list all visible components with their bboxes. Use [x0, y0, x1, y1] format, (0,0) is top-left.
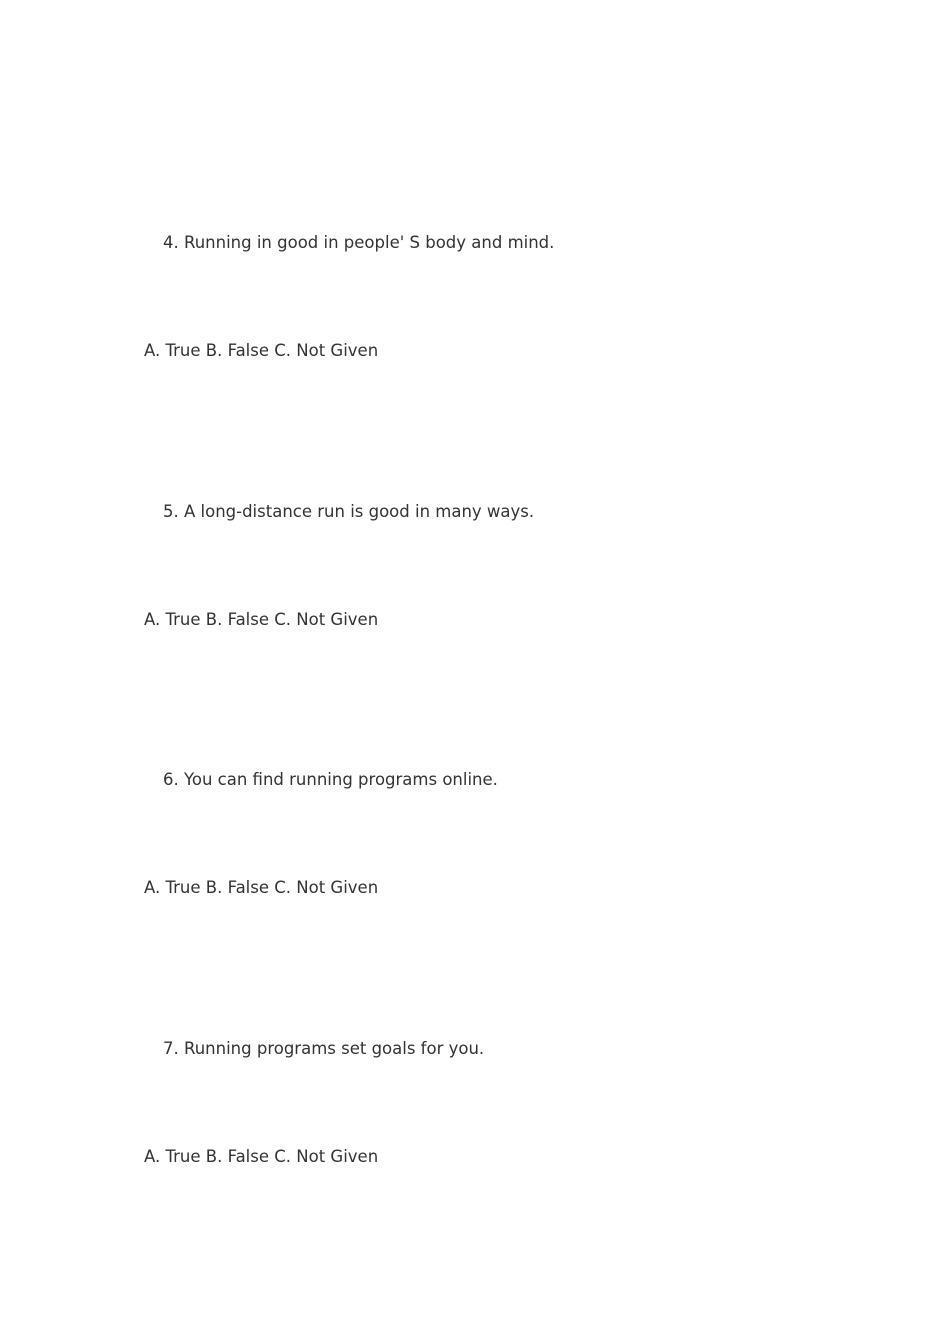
question-6-statement: 6. You can find running programs online.	[163, 770, 498, 789]
question-7-statement: 7. Running programs set goals for you.	[163, 1039, 485, 1058]
question-5-options: A. True B. False C. Not Given	[144, 610, 379, 629]
question-6-options: A. True B. False C. Not Given	[144, 878, 379, 897]
question-4-options: A. True B. False C. Not Given	[144, 341, 379, 360]
question-5-statement: 5. A long-distance run is good in many ways.	[163, 502, 535, 521]
question-4-statement: 4. Running in good in people' S body and mind.	[163, 233, 555, 252]
question-7-options: A. True B. False C. Not Given	[144, 1147, 379, 1166]
